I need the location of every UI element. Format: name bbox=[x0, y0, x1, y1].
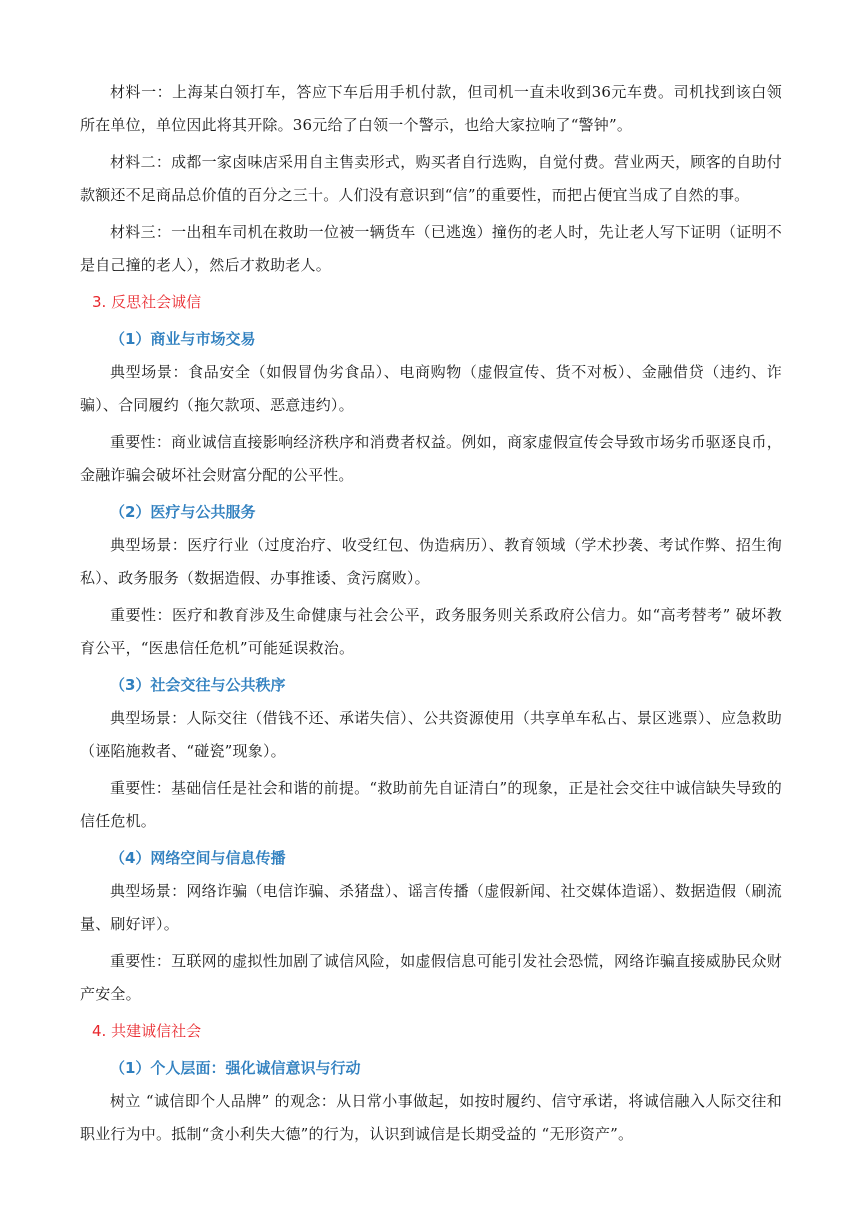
material-1-paragraph: 材料一：上海某白领打车，答应下车后用手机付款，但司机一直未收到36元车费。司机找到该白领所在单位，单位因此将其开除。36元给了白领一个警示，也给大家拉响了“警钟”。 bbox=[80, 83, 782, 134]
subsection-cyberspace bbox=[80, 842, 782, 1011]
document-content bbox=[80, 76, 782, 1151]
subsection-heading: （1）商业与市场交易 bbox=[110, 330, 256, 348]
section-3-heading: 3. 反思社会诚信 bbox=[92, 293, 202, 311]
scene-paragraph: 典型场景：医疗行业（过度治疗、收受红包、伪造病历）、教育领域（学术抄袭、考试作弊、招生徇私）、政务服务（数据造假、办事推诿、贪污腐败）。 bbox=[80, 536, 782, 587]
section-4-heading: 4. 共建诚信社会 bbox=[92, 1022, 202, 1040]
subsection-heading: （4）网络空间与信息传播 bbox=[110, 849, 286, 867]
importance-paragraph: 重要性：互联网的虚拟性加剧了诚信风险，如虚假信息可能引发社会恐慌，网络诈骗直接威胁民众财产安全。 bbox=[80, 952, 782, 1003]
subsection-personal-heading: （1）个人层面：强化诚信意识与行动 bbox=[110, 1059, 361, 1077]
importance-paragraph: 重要性：医疗和教育涉及生命健康与社会公平，政务服务则关系政府公信力。如“高考替考” 破坏教育公平，“医患信任危机”可能延误救治。 bbox=[80, 606, 782, 657]
scene-paragraph: 典型场景：食品安全（如假冒伪劣食品）、电商购物（虚假宣传、货不对板）、金融借贷（违约、诈骗）、合同履约（拖欠款项、恶意违约）。 bbox=[80, 363, 782, 414]
scene-paragraph: 典型场景：人际交往（借钱不还、承诺失信）、公共资源使用（共享单车私占、景区逃票）、应急救助（诬陷施救者、“碰瓷”现象）。 bbox=[80, 709, 782, 760]
material-3-paragraph: 材料三：一出租车司机在救助一位被一辆货车（已逃逸）撞伤的老人时，先让老人写下证明（证明不是自己撞的老人），然后才救助老人。 bbox=[80, 223, 782, 274]
subsection-heading: （3）社会交往与公共秩序 bbox=[110, 676, 286, 694]
subsection-medical-public-service bbox=[80, 496, 782, 665]
scene-paragraph: 典型场景：网络诈骗（电信诈骗、杀猪盘）、谣言传播（虚假新闻、社交媒体造谣）、数据造假（刷流量、刷好评）。 bbox=[80, 882, 782, 933]
material-2-paragraph: 材料二：成都一家卤味店采用自主售卖形式，购买者自行选购，自觉付费。营业两天，顾客的自助付款额还不足商品总价值的百分之三十。人们没有意识到“信”的重要性，而把占便宜当成了自然的事。 bbox=[80, 153, 782, 204]
subsection-commerce bbox=[80, 323, 782, 492]
personal-level-paragraph: 树立 “诚信即个人品牌” 的观念：从日常小事做起，如按时履约、信守承诺，将诚信融入人际交往和职业行为中。抵制“贪小利失大德”的行为，认识到诚信是长期受益的 “无形资产”。 bbox=[80, 1092, 782, 1143]
subsection-heading: （2）医疗与公共服务 bbox=[110, 503, 256, 521]
importance-paragraph: 重要性：商业诚信直接影响经济秩序和消费者权益。例如，商家虚假宣传会导致市场劣币驱逐良币，金融诈骗会破坏社会财富分配的公平性。 bbox=[80, 433, 782, 484]
subsection-social-order bbox=[80, 669, 782, 838]
importance-paragraph: 重要性：基础信任是社会和谐的前提。“救助前先自证清白”的现象，正是社会交往中诚信缺失导致的信任危机。 bbox=[80, 779, 782, 830]
